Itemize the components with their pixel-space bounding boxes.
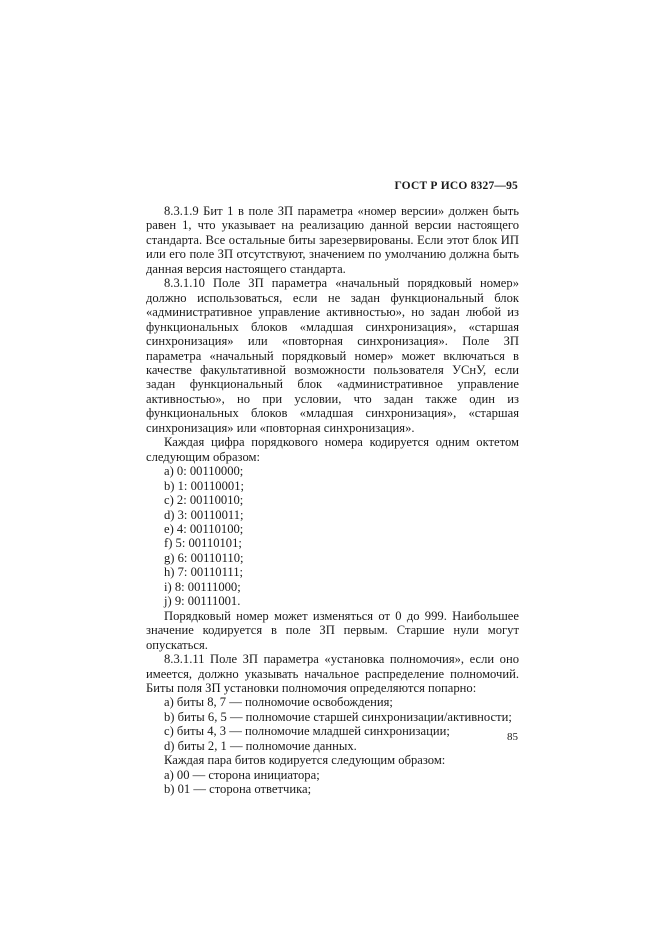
list-item: а) 00 — сторона инициатора;: [164, 767, 320, 782]
page-body: [146, 204, 519, 797]
list-item: b) биты 6, 5 — полномочие старшей синхронизации/активности;: [164, 709, 512, 724]
list-item: а) 0: 00110000;: [164, 464, 244, 479]
paragraph-digit-coding-intro: Каждая цифра порядкового номера кодируется одним октетом следующим образом:: [146, 435, 519, 464]
list-item: c) 2: 00110010;: [164, 493, 244, 508]
pair-codes-list: [146, 768, 519, 797]
list-item: b) 01 — сторона ответчика;: [164, 782, 312, 797]
paragraph-pair-coding-intro: Каждая пара битов кодируется следующим образом:: [164, 753, 446, 768]
list-item: f) 5: 00110101;: [164, 536, 242, 551]
list-item: а) биты 8, 7 — полномочие освобождения;: [164, 695, 393, 710]
list-item: h) 7: 00110111;: [164, 565, 244, 580]
list-item: b) 1: 00110001;: [164, 478, 244, 493]
list-item: d) биты 2, 1 — полномочие данных.: [164, 738, 357, 753]
paragraph-8-3-1-10: 8.3.1.10 Поле ЗП параметра «начальный порядковый номер» должно использоваться, если не задан функциональный блок «административное управление активностью», но задан любой из функциональных блоков «младшая синхронизация», «старшая синхронизация» или «повторная синхронизация». Поле ЗП параметра «начальный порядковый номер» может включаться в качестве факультативной возможности пользователя УСнУ, если задан функциональный блок «административное управление активностью», но при условии, что задан также один из функциональных блоков «младшая синхронизация», «старшая синхронизация» или «повторная синхронизация».: [146, 276, 519, 435]
paragraph-8-3-1-11: 8.3.1.11 Поле ЗП параметра «установка полномочия», если оно имеется, должно указывать начальное распределение полномочий. Биты поля ЗП установки полномочия определяются попарно:: [146, 652, 519, 695]
list-item: i) 8: 00111000;: [164, 579, 241, 594]
list-item: d) 3: 00110011;: [164, 507, 244, 522]
document-header: ГОСТ Р ИСО 8327—95: [394, 180, 518, 192]
list-item: g) 6: 00110110;: [164, 550, 244, 565]
paragraph-8-3-1-9: 8.3.1.9 Бит 1 в поле ЗП параметра «номер версии» должен быть равен 1, что указывает на реализацию данной версии настоящего стандарта. Все остальные биты зарезервированы. Если этот блок ИП или его поле ЗП отсутствуют, значением по умолчанию должна быть данная версия настоящего стандарта.: [146, 204, 519, 276]
list-item: j) 9: 00111001.: [164, 594, 241, 609]
page-number: 85: [507, 731, 518, 743]
list-item: e) 4: 00110100;: [164, 521, 244, 536]
digit-codes-list: [146, 464, 519, 609]
token-bits-list: [146, 695, 519, 753]
paragraph-sequence-range: Порядковый номер может изменяться от 0 до 999. Наибольшее значение кодируется в поле ЗП первым. Старшие нули могут опускаться.: [146, 608, 519, 652]
list-item: c) биты 4, 3 — полномочие младшей синхронизации;: [164, 724, 450, 739]
